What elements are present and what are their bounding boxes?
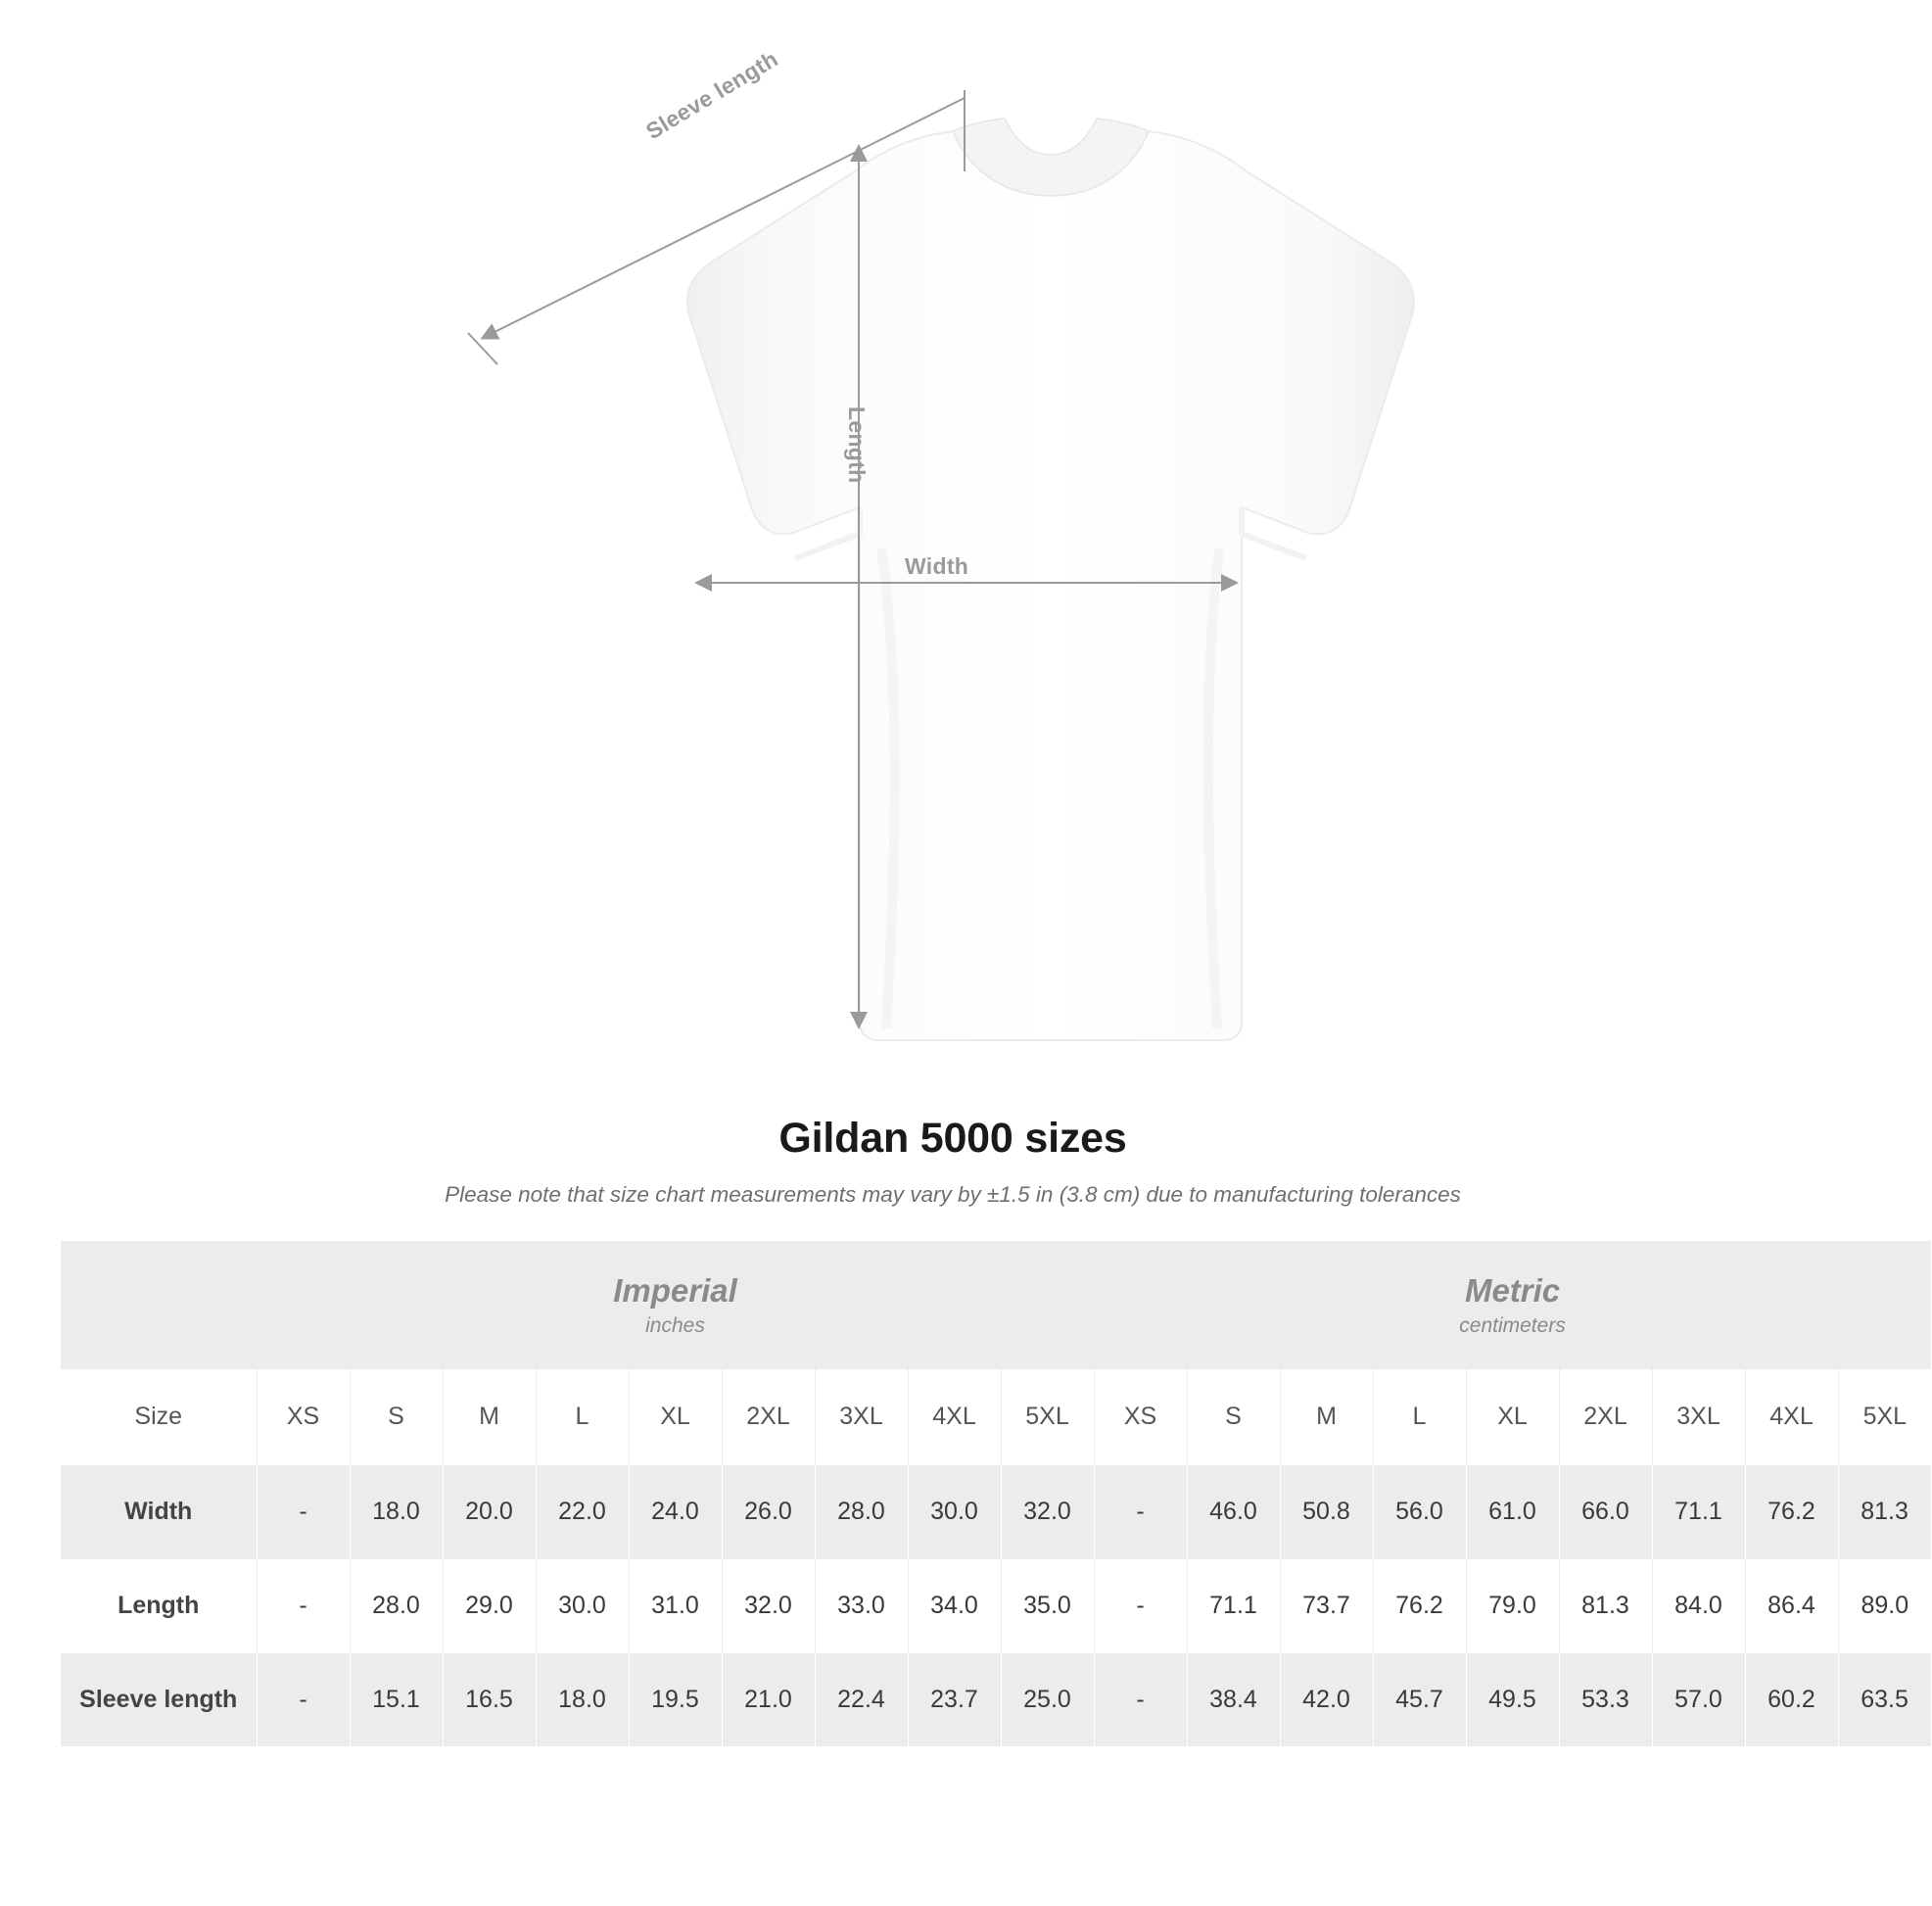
cell-length-imperial-2xl: 32.0 [722, 1558, 815, 1652]
cell-width-metric-l: 56.0 [1373, 1464, 1466, 1558]
length-label: Length [844, 406, 870, 484]
cell-length-metric-m: 73.7 [1280, 1558, 1373, 1652]
cell-length-imperial-xl: 31.0 [629, 1558, 722, 1652]
header-size-imperial-xl: XL [629, 1369, 722, 1465]
cell-sleeve-imperial-s: 15.1 [350, 1652, 443, 1746]
cell-width-imperial-l: 22.0 [536, 1464, 629, 1558]
size-table-container [61, 1241, 1909, 1746]
cell-width-metric-xl: 61.0 [1466, 1464, 1559, 1558]
cell-sleeve-imperial-5xl: 25.0 [1001, 1652, 1094, 1746]
header-size-imperial-xs: XS [257, 1369, 350, 1465]
header-size-imperial-4xl: 4XL [908, 1369, 1001, 1465]
cell-length-imperial-4xl: 34.0 [908, 1558, 1001, 1652]
unit-header-blank [61, 1241, 257, 1369]
cell-sleeve-metric-3xl: 57.0 [1652, 1652, 1745, 1746]
row-label-sleeve-length: Sleeve length [61, 1652, 257, 1746]
page-title: Gildan 5000 sizes [778, 1115, 1127, 1162]
cell-sleeve-imperial-2xl: 21.0 [722, 1652, 815, 1746]
cell-sleeve-metric-xl: 49.5 [1466, 1652, 1559, 1746]
cell-length-metric-s: 71.1 [1187, 1558, 1280, 1652]
cell-length-imperial-xs: - [257, 1558, 350, 1652]
unit-header-row [61, 1241, 1931, 1369]
cell-sleeve-metric-s: 38.4 [1187, 1652, 1280, 1746]
unit-imperial-sub: inches [645, 1314, 705, 1338]
cell-width-metric-3xl: 71.1 [1652, 1464, 1745, 1558]
cell-sleeve-metric-l: 45.7 [1373, 1652, 1466, 1746]
unit-header-metric [1094, 1241, 1931, 1369]
unit-header-imperial [257, 1241, 1094, 1369]
size-header-row [61, 1369, 1931, 1465]
cell-length-imperial-s: 28.0 [350, 1558, 443, 1652]
cell-width-imperial-s: 18.0 [350, 1464, 443, 1558]
cell-width-metric-5xl: 81.3 [1838, 1464, 1931, 1558]
header-size-metric-2xl: 2XL [1559, 1369, 1652, 1465]
header-size-imperial-3xl: 3XL [815, 1369, 908, 1465]
cell-length-metric-3xl: 84.0 [1652, 1558, 1745, 1652]
cell-width-imperial-xs: - [257, 1464, 350, 1558]
cell-sleeve-metric-xs: - [1094, 1652, 1187, 1746]
header-size-metric-3xl: 3XL [1652, 1369, 1745, 1465]
header-size-imperial-2xl: 2XL [722, 1369, 815, 1465]
header-size-metric-xl: XL [1466, 1369, 1559, 1465]
cell-length-metric-xl: 79.0 [1466, 1558, 1559, 1652]
header-size-imperial-5xl: 5XL [1001, 1369, 1094, 1465]
header-size-metric-l: L [1373, 1369, 1466, 1465]
row-label-width: Width [61, 1464, 257, 1558]
cell-width-metric-m: 50.8 [1280, 1464, 1373, 1558]
cell-width-metric-2xl: 66.0 [1559, 1464, 1652, 1558]
cell-length-metric-5xl: 89.0 [1838, 1558, 1931, 1652]
cell-length-metric-4xl: 86.4 [1745, 1558, 1838, 1652]
cell-length-imperial-5xl: 35.0 [1001, 1558, 1094, 1652]
cell-width-imperial-3xl: 28.0 [815, 1464, 908, 1558]
cell-sleeve-metric-2xl: 53.3 [1559, 1652, 1652, 1746]
table-row [61, 1652, 1931, 1746]
header-size-metric-4xl: 4XL [1745, 1369, 1838, 1465]
cell-sleeve-metric-m: 42.0 [1280, 1652, 1373, 1746]
cell-width-imperial-5xl: 32.0 [1001, 1464, 1094, 1558]
table-row [61, 1464, 1931, 1558]
header-size-metric-s: S [1187, 1369, 1280, 1465]
cell-sleeve-imperial-xs: - [257, 1652, 350, 1746]
cell-sleeve-metric-5xl: 63.5 [1838, 1652, 1931, 1746]
header-size: Size [61, 1369, 257, 1465]
cell-length-metric-l: 76.2 [1373, 1558, 1466, 1652]
header-size-imperial-l: L [536, 1369, 629, 1465]
cell-length-imperial-m: 29.0 [443, 1558, 536, 1652]
cell-width-imperial-xl: 24.0 [629, 1464, 722, 1558]
cell-sleeve-metric-4xl: 60.2 [1745, 1652, 1838, 1746]
cell-width-metric-s: 46.0 [1187, 1464, 1280, 1558]
cell-sleeve-imperial-3xl: 22.4 [815, 1652, 908, 1746]
sleeve-length-label: Sleeve length [641, 45, 782, 145]
cell-width-imperial-4xl: 30.0 [908, 1464, 1001, 1558]
tolerance-note: Please note that size chart measurements may vary by ±1.5 in (3.8 cm) due to manufacturing tolerances [445, 1182, 1461, 1207]
cell-length-imperial-3xl: 33.0 [815, 1558, 908, 1652]
cell-sleeve-imperial-xl: 19.5 [629, 1652, 722, 1746]
cell-width-imperial-2xl: 26.0 [722, 1464, 815, 1558]
cell-sleeve-imperial-4xl: 23.7 [908, 1652, 1001, 1746]
header-size-imperial-m: M [443, 1369, 536, 1465]
table-row [61, 1558, 1931, 1652]
header-size-imperial-s: S [350, 1369, 443, 1465]
cell-width-metric-4xl: 76.2 [1745, 1464, 1838, 1558]
header-size-metric-5xl: 5XL [1838, 1369, 1931, 1465]
header-size-metric-m: M [1280, 1369, 1373, 1465]
cell-length-metric-2xl: 81.3 [1559, 1558, 1652, 1652]
row-label-length: Length [61, 1558, 257, 1652]
unit-imperial-name: Imperial [613, 1272, 737, 1309]
cell-length-metric-xs: - [1094, 1558, 1187, 1652]
cell-width-imperial-m: 20.0 [443, 1464, 536, 1558]
unit-metric-name: Metric [1464, 1272, 1561, 1309]
cell-sleeve-imperial-l: 18.0 [536, 1652, 629, 1746]
size-table [61, 1241, 1932, 1746]
shirt-body [687, 119, 1414, 1040]
cell-width-metric-xs: - [1094, 1464, 1187, 1558]
cell-length-imperial-l: 30.0 [536, 1558, 629, 1652]
width-label: Width [905, 553, 969, 579]
unit-metric-sub: centimeters [1459, 1314, 1566, 1338]
title-block [0, 1115, 1906, 1208]
header-size-metric-xs: XS [1094, 1369, 1187, 1465]
cell-sleeve-imperial-m: 16.5 [443, 1652, 536, 1746]
